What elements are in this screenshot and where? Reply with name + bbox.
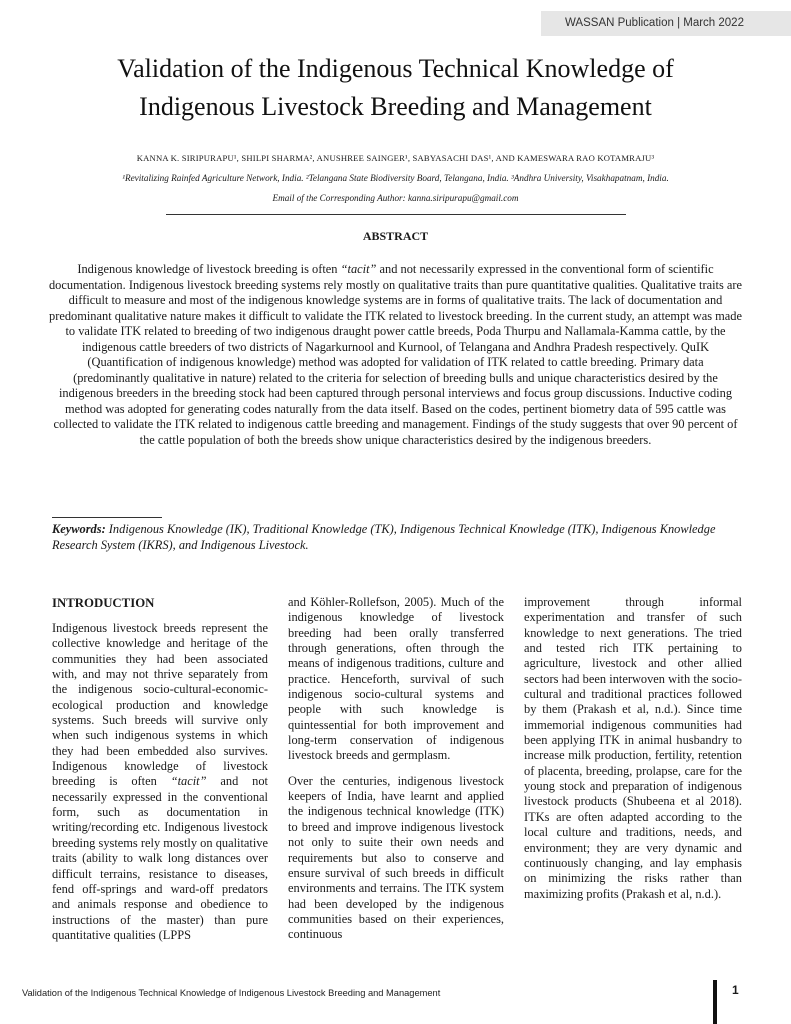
keywords-text: Indigenous Knowledge (IK), Traditional Knowledge (TK), Indigenous Technical Knowledge (ITK), Indigenous Knowledge Research System (IKRS), and Indigenous Livestock. bbox=[52, 522, 716, 552]
intro-paragraph-3: Over the centuries, indigenous livestock keepers of India, have learnt and applied the indigenous technical knowledge (ITK) to breed and improve indigenous livestock not only to suite their own needs and requirements but also to conserve and ensure survival of such breeds in difficult environments and terrains. The ITK system had been developed by the indigenous communities based on their experiences, continuous bbox=[288, 773, 504, 942]
footer-bar bbox=[713, 980, 717, 1024]
intro-paragraph-2: and Köhler-Rollefson, 2005). Much of the indigenous knowledge of livestock breeding had been orally transferred through generations, often through the means of indigenous traditions, culture and practice. Henceforth, survival of such indigenous socio-cultural systems and people with such knowledge is quintessential for both improvement and long-term conservation of indigenous livestock breeds and germplasm. bbox=[288, 595, 504, 763]
title-divider bbox=[166, 214, 626, 215]
paper-title bbox=[0, 50, 791, 126]
column-2 bbox=[288, 595, 504, 953]
running-footer-title: Validation of the Indigenous Technical Knowledge of Indigenous Livestock Breeding and Management bbox=[22, 988, 441, 998]
corresponding-email: Email of the Corresponding Author: kanna.siripurapu@gmail.com bbox=[272, 193, 519, 203]
author-list: KANNA K. SIRIPURAPU¹, SHILPI SHARMA², ANUSHREE SAINGER¹, SABYASACHI DAS¹, AND KAMESWARA RAO KOTAMRAJU³ bbox=[136, 153, 655, 163]
abstract-tacit: “tacit” bbox=[340, 262, 377, 276]
keywords-divider bbox=[52, 517, 162, 518]
abstract-text-2: and not necessarily expressed in the conventional form of scientific documentation. Indigenous livestock breeding systems rely mostly on qualitative traits than pure quantitative qualities. Qualitative traits are difficult to measure and most of the indigenous knowledge systems are in forms of qualitative traits. The lack of documentation and predominant qualitative nature makes it difficult to validate the ITK related to livestock breeding. In the current study, an attempt was made to validate ITK related to breeding of two indigenous draught power cattle breeds, Poda Thurpu and Nallamala-Kamma cattle, by the indigenous cattle breeders of two districts of Nagarkurnool and Kurnool, of Telangana and Andhra Pradesh respectively. QuIK (Quantification of indigenous knowledge) method was adopted for validation of ITK related to cattle breeding. Primary data (predominantly qualitative in nature) related to the criteria for selection of breeding bulls and unique characteristics desired by the indigenous breeders in the breeding stock had been captured through personal interviews and focus group discussions. Inductive coding method was adopted for generating codes naturally from the data itself. Based on the codes, pertinent biometry data of 595 cattle was collected to validate the ITK related to indigenous cattle breeding and management. Findings of the study suggests that over 90 percent of the cattle population of both the breeds show unique characteristics desired by the indigenous breeders. bbox=[48, 262, 743, 447]
affiliations: ¹Revitalizing Rainfed Agriculture Network, India. ²Telangana State Biodiversity Board, Telangana, India. ³Andhra University, Visakhapatnam, India. bbox=[122, 173, 669, 183]
column-1 bbox=[52, 595, 268, 953]
keywords bbox=[52, 521, 752, 553]
abstract-body bbox=[48, 262, 743, 448]
column-3 bbox=[524, 595, 742, 912]
intro-text-1: Indigenous livestock breeds represent the collective knowledge and heritage of the communities they had been associated with, and may not thrive separately from the indigenous socio-cultural-economic-ecological production and knowledge systems. Such breeds will survive only when such indigenous systems in which they had been embedded also survives. Indigenous knowledge of livestock breeding is often bbox=[52, 621, 268, 789]
title-line-1: Validation of the Indigenous Technical Knowledge of bbox=[117, 54, 674, 83]
title-line-2: Indigenous Livestock Breeding and Management bbox=[139, 92, 652, 121]
intro-paragraph-4: improvement through informal experimentation and transfer of such knowledge to next generations. The tried and tested rich ITK pertaining to agriculture, livestock and other allied sectors had been interwoven with the socio-cultural and traditional practices followed by them (Prakash et al, n.d.). Since time immemorial indigenous communities had been applying ITK in animal husbandry to increase milk production, fertility, retention of placenta, breeding, prolapse, care for the young stock and preparation of indigenous livestock products (Shubeena et al 2018). ITKs are often adapted according to the local culture and traditions, needs, and environment; they are very dynamic and continuously changing, and lay emphasis on minimizing the risks rather than maximizing profits (Prakash et al, n.d.). bbox=[524, 595, 742, 901]
abstract-text-1: Indigenous knowledge of livestock breeding is often bbox=[77, 262, 341, 276]
intro-tacit: “tacit” bbox=[170, 774, 207, 789]
publication-header: WASSAN Publication | March 2022 bbox=[541, 11, 791, 36]
intro-text-2: and not necessarily expressed in the conventional form, such as documentation in writing/recording etc. Indigenous livestock breeding systems rely mostly on qualitative traits (ability to walk long distances over difficult terrains, resistance to diseases, fend off-springs and ward-off predators and animals response and obedience to instructions of the master) than pure quantitative qualities (LPPS bbox=[52, 774, 268, 942]
abstract-heading: ABSTRACT bbox=[362, 229, 429, 243]
intro-paragraph-1 bbox=[52, 621, 268, 943]
page-number: 1 bbox=[732, 983, 739, 997]
keywords-label: Keywords: bbox=[52, 522, 106, 536]
introduction-heading: INTRODUCTION bbox=[52, 596, 155, 610]
